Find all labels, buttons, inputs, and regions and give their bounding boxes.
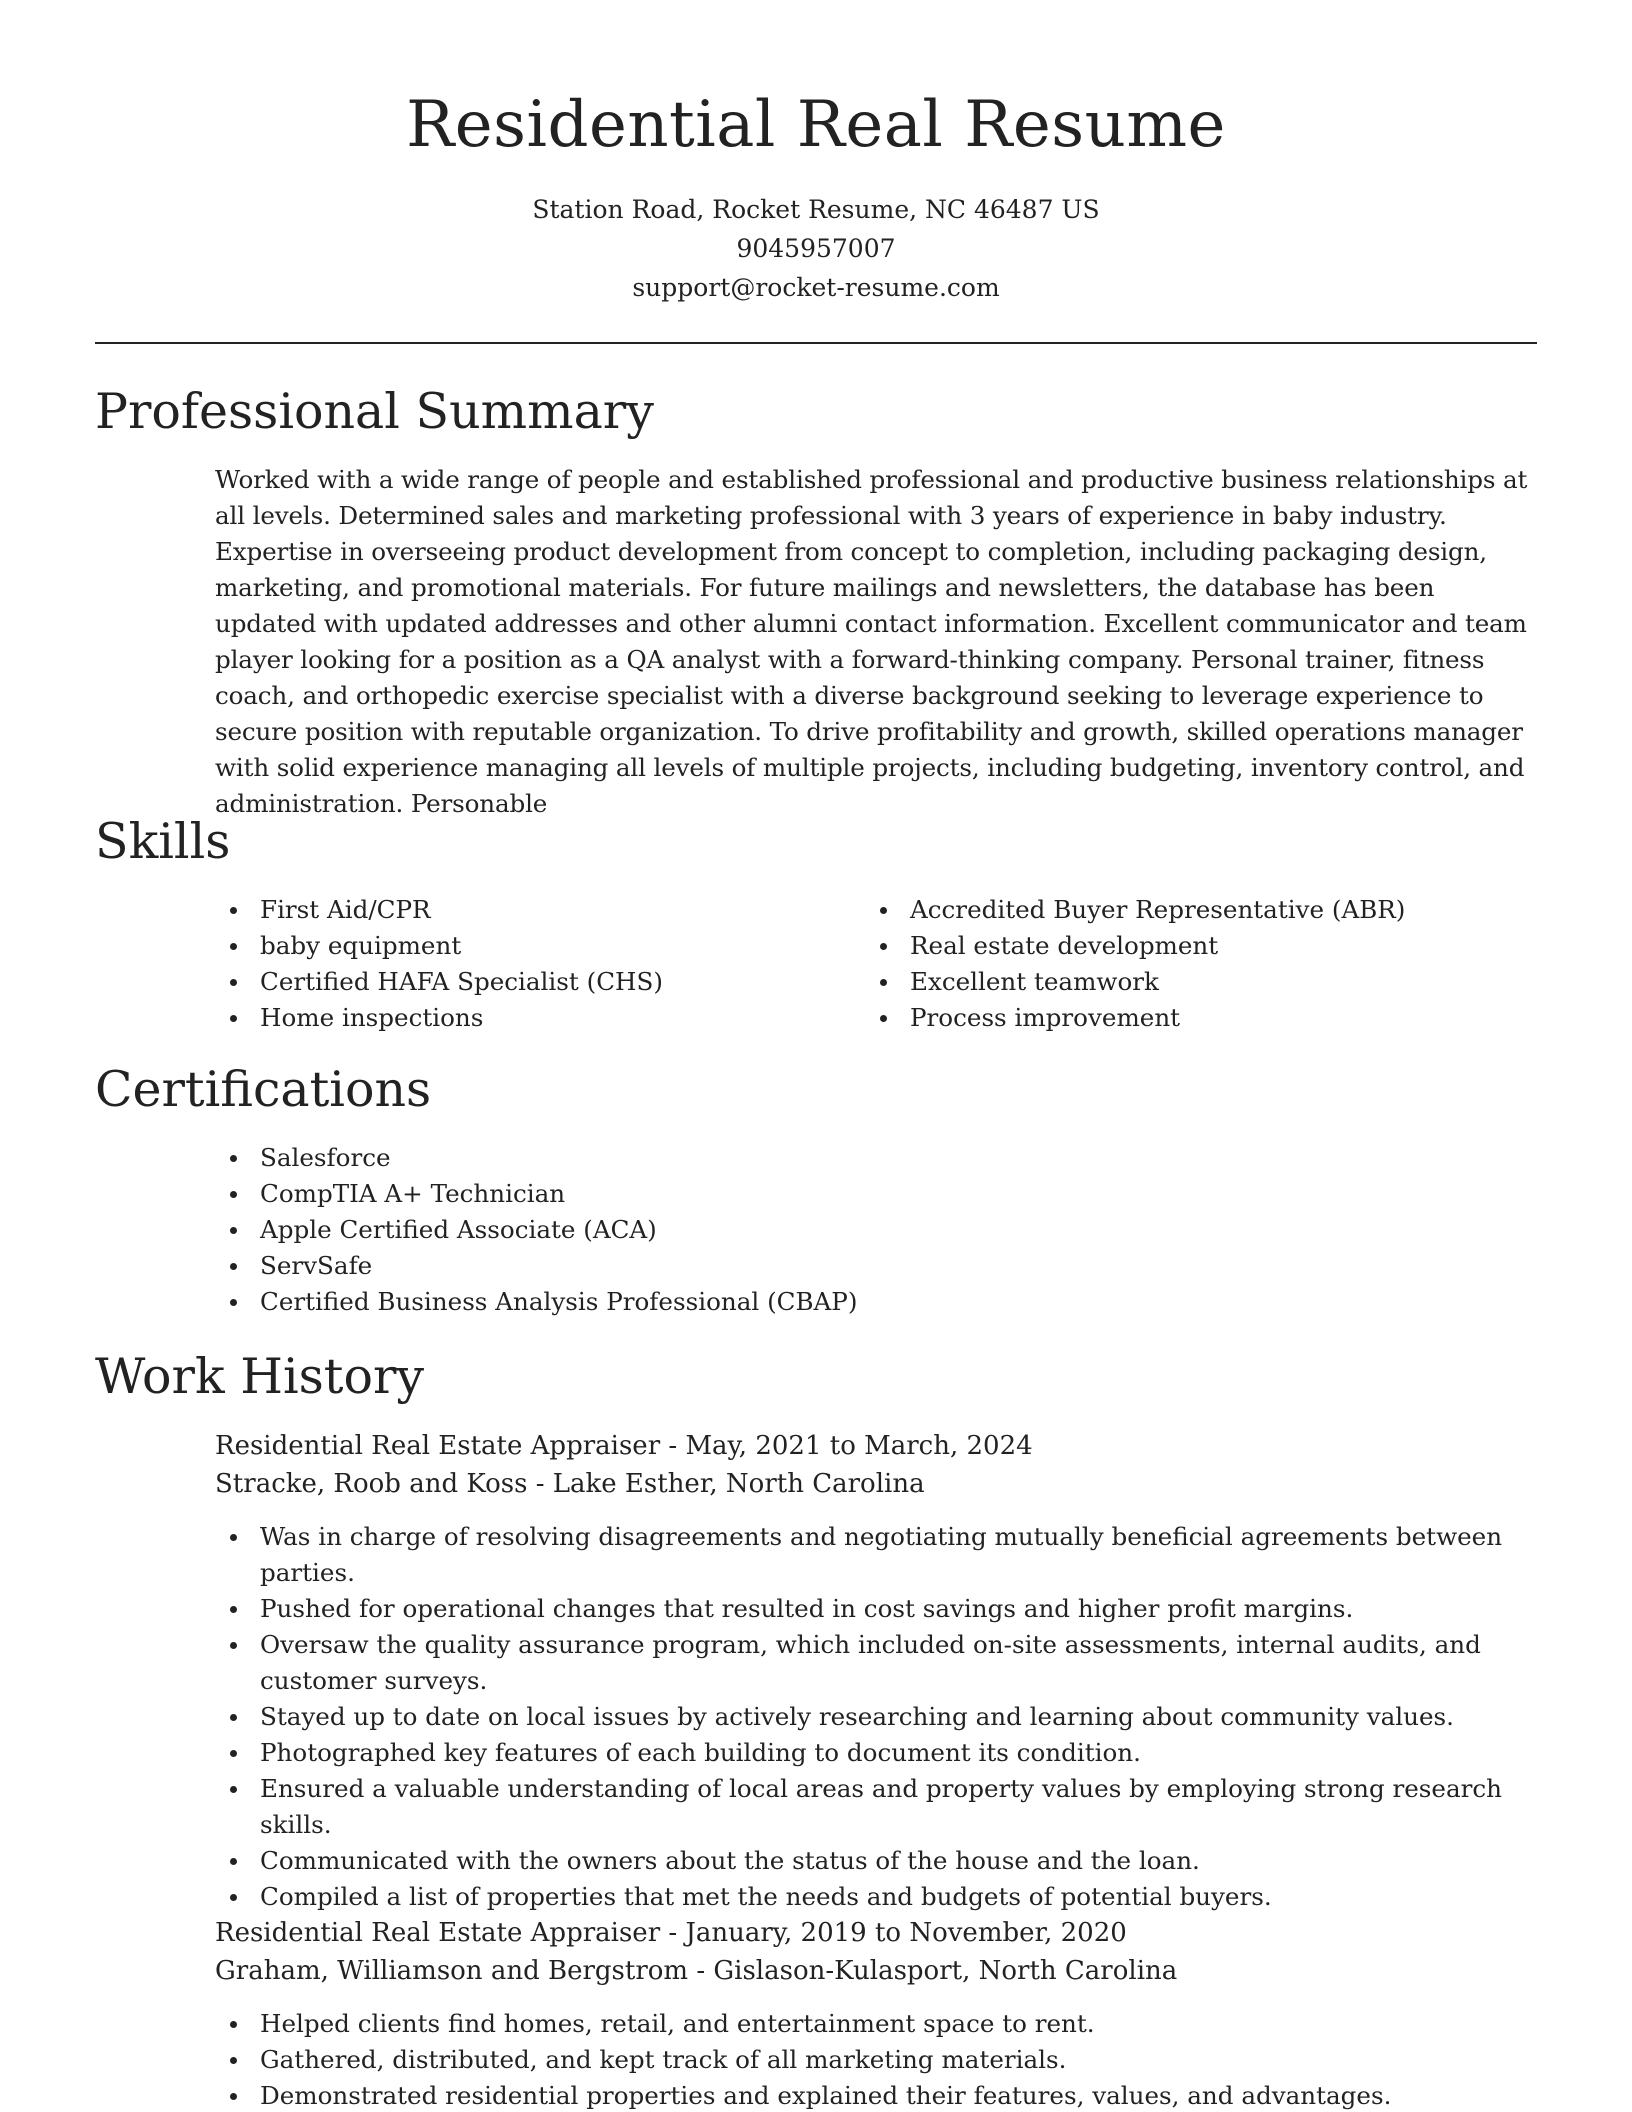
skill-item: Real estate development <box>865 928 1485 964</box>
job-company-line: Graham, Williamson and Bergstrom - Gislason-Kulasport, North Carolina <box>215 1956 1178 1986</box>
job-bullet: Demonstrated residential properties and explained their features, values, and advantages. <box>215 2078 1537 2112</box>
certifications-heading: Certifications <box>95 1061 432 1118</box>
contact-email: support@rocket-resume.com <box>632 273 1000 302</box>
work-history-heading: Work History <box>95 1348 425 1405</box>
contact-phone: 9045957007 <box>736 234 896 263</box>
job-bullet: Helped clients find homes, retail, and entertainment space to rent. <box>215 2006 1537 2042</box>
job-bullet-list <box>215 1519 1537 1915</box>
contact-info <box>0 190 1632 307</box>
certification-item: CompTIA A+ Technician <box>215 1176 1537 1212</box>
job-title-line: Residential Real Estate Appraiser - May, 2021 to March, 2024 <box>215 1431 1033 1461</box>
skill-item: Home inspections <box>215 1000 835 1036</box>
job-bullet: Pushed for operational changes that resulted in cost savings and higher profit margins. <box>215 1591 1537 1627</box>
job-title-line: Residential Real Estate Appraiser - January, 2019 to November, 2020 <box>215 1918 1127 1948</box>
job-company-line: Stracke, Roob and Koss - Lake Esther, North Carolina <box>215 1469 925 1499</box>
summary-text: Worked with a wide range of people and established professional and productive business relationships at all levels. Determined sales and marketing professional with 3 years of experience in baby industry. Expertise in overseeing product development from concept to completion, including packaging design, marketing, and promotional materials. For future mailings and newsletters, the database has been updated with updated addresses and other alumni contact information. Excellent communicator and team player looking for a position as a QA analyst with a forward-thinking company. Personal trainer, fitness coach, and orthopedic exercise specialist with a diverse background seeking to leverage experience to secure position with reputable organization. To drive profitability and growth, skilled operations manager with solid experience managing all levels of multiple projects, including budgeting, inventory control, and administration. Personable <box>215 465 1528 818</box>
job-entry <box>215 1427 1537 1915</box>
certification-item: Salesforce <box>215 1140 1537 1176</box>
certification-item: Apple Certified Associate (ACA) <box>215 1212 1537 1248</box>
job-bullet: Compiled a list of properties that met the needs and budgets of potential buyers. <box>215 1879 1537 1915</box>
certifications-list <box>215 1140 1537 1320</box>
header-divider <box>95 342 1537 344</box>
job-bullet: Stayed up to date on local issues by actively researching and learning about community values. <box>215 1699 1537 1735</box>
certification-item: ServSafe <box>215 1248 1537 1284</box>
job-bullet: Communicated with the owners about the status of the house and the loan. <box>215 1843 1537 1879</box>
job-bullet: Was in charge of resolving disagreements and negotiating mutually beneficial agreements between parties. <box>215 1519 1537 1591</box>
skill-item: Accredited Buyer Representative (ABR) <box>865 892 1485 928</box>
job-bullet: Oversaw the quality assurance program, which included on-site assessments, internal audits, and customer surveys. <box>215 1627 1537 1699</box>
skill-item: First Aid/CPR <box>215 892 835 928</box>
job-bullet: Photographed key features of each building to document its condition. <box>215 1735 1537 1771</box>
job-bullet: Gathered, distributed, and kept track of all marketing materials. <box>215 2042 1537 2078</box>
job-bullet-list <box>215 2006 1537 2112</box>
skill-item: Process improvement <box>865 1000 1485 1036</box>
skills-heading: Skills <box>95 813 231 870</box>
resume-header <box>0 0 1632 307</box>
job-entry <box>215 1914 1537 2112</box>
resume-name: Residential Real Resume <box>406 88 1226 162</box>
skill-item: baby equipment <box>215 928 835 964</box>
skills-list-right <box>865 892 1485 1036</box>
job-bullet: Ensured a valuable understanding of local areas and property values by employing strong research skills. <box>215 1771 1537 1843</box>
contact-address: Station Road, Rocket Resume, NC 46487 US <box>532 195 1100 224</box>
skills-list-left <box>215 892 835 1036</box>
certification-item: Certified Business Analysis Professional (CBAP) <box>215 1284 1537 1320</box>
skill-item: Certified HAFA Specialist (CHS) <box>215 964 835 1000</box>
summary-heading: Professional Summary <box>95 383 654 440</box>
skill-item: Excellent teamwork <box>865 964 1485 1000</box>
